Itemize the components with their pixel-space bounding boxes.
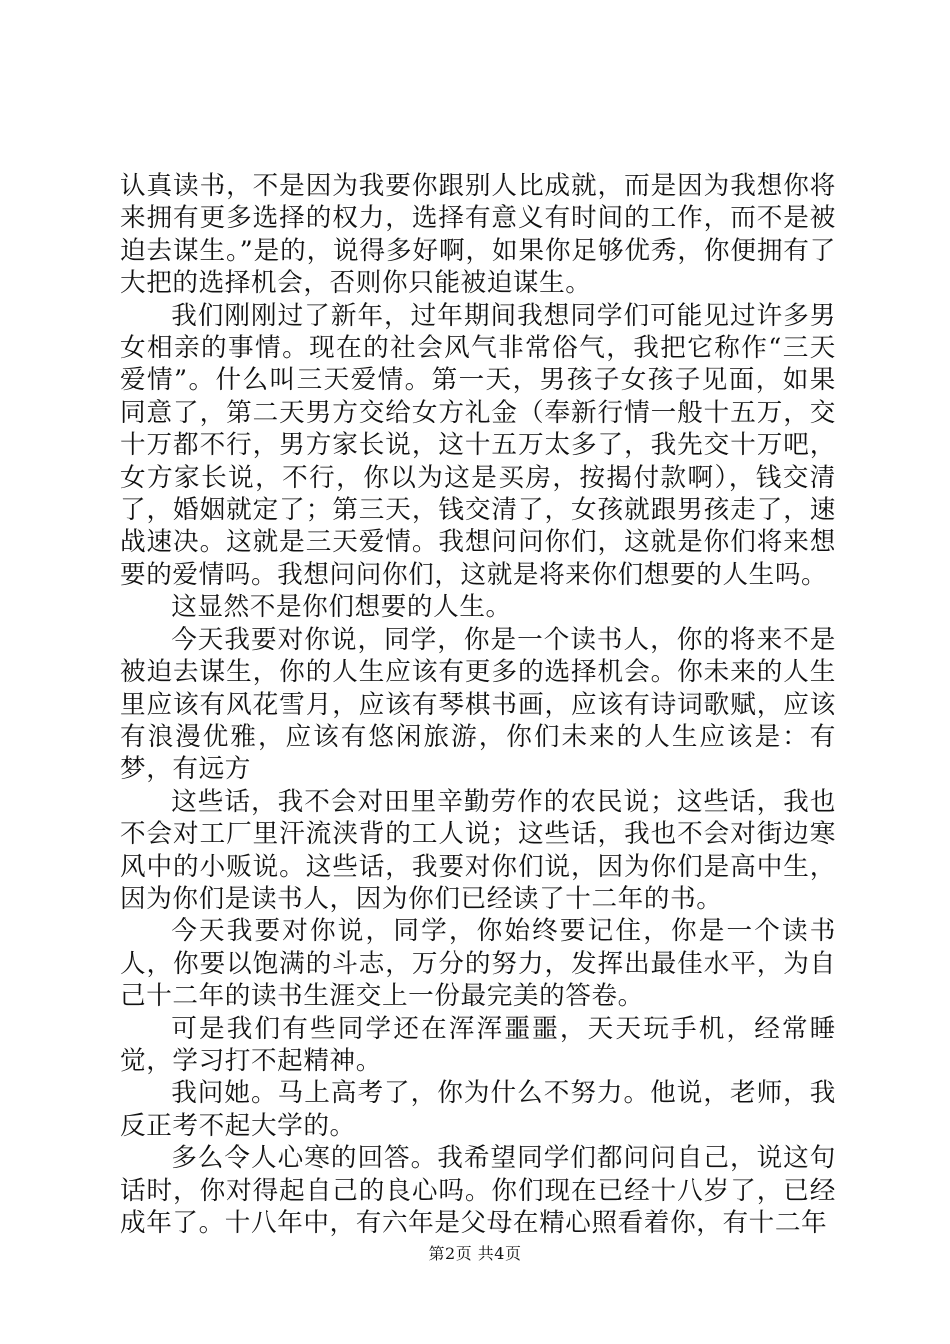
paragraph: 我问她。马上高考了，你为什么不努力。他说，老师，我反正考不起大学的。 — [120, 1078, 836, 1141]
page-number-label: 第2页 共4页 — [428, 1244, 522, 1263]
paragraph: 我们刚刚过了新年，过年期间我想同学们可能见过许多男女相亲的事情。现在的社会风气非常俗气，我把它称作“三天爱情”。什么叫三天爱情。第一天，男孩子女孩子见面，如果同意了，第二天男方交给女方礼金（奉新行情一般十五万，交十万都不行，男方家长说，这十五万太多了，我先交十万吧，女方家长说，不行，你以为这是买房，按揭付款啊），钱交清了，婚姻就定了；第三天，钱交清了，女孩就跟男孩走了，速战速决。这就是三天爱情。我想问问你们，这就是你们将来想要的爱情吗。我想问问你们，这就是将来你们想要的人生吗。 — [120, 300, 836, 590]
paragraph: 这显然不是你们想要的人生。 — [171, 592, 512, 623]
paragraph: 今天我要对你说，同学，你是一个读书人，你的将来不是被迫去谋生，你的人生应该有更多的选择机会。你未来的人生里应该有风花雪月，应该有琴棋书画，应该有诗词歌赋，应该有浪漫优雅，应该有悠闲旅游，你们未来的人生应该是：有梦，有远方 — [120, 624, 836, 785]
paragraph: 可是我们有些同学还在浑浑噩噩，天天玩手机，经常睡觉，学习打不起精神。 — [120, 1013, 836, 1076]
body-text — [120, 170, 836, 1239]
paragraph-continued: 认真读书，不是因为我要你跟别人比成就，而是因为我想你将来拥有更多选择的权力，选择有意义有时间的工作，而不是被迫去谋生。”是的，说得多好啊，如果你足够优秀，你便拥有了大把的选择机会，否则你只能被迫谋生。 — [120, 171, 836, 299]
paragraph: 这些话，我不会对田里辛勤劳作的农民说；这些话，我也不会对工厂里汗流浃背的工人说；这些话，我也不会对街边寒风中的小贩说。这些话，我要对你们说，因为你们是高中生，因为你们是读书人，因为你们已经读了十二年的书。 — [120, 786, 836, 914]
page-footer — [0, 1244, 950, 1264]
paragraph: 今天我要对你说，同学，你始终要记住，你是一个读书人，你要以饱满的斗志，万分的努力，发挥出最佳水平，为自己十二年的读书生涯交上一份最完美的答卷。 — [120, 916, 836, 1012]
paragraph: 多么令人心寒的回答。我希望同学们都问问自己，说这句话时，你对得起自己的良心吗。你们现在已经十八岁了，已经成年了。十八年中，有六年是父母在精心照看着你，有十二年 — [120, 1143, 836, 1238]
